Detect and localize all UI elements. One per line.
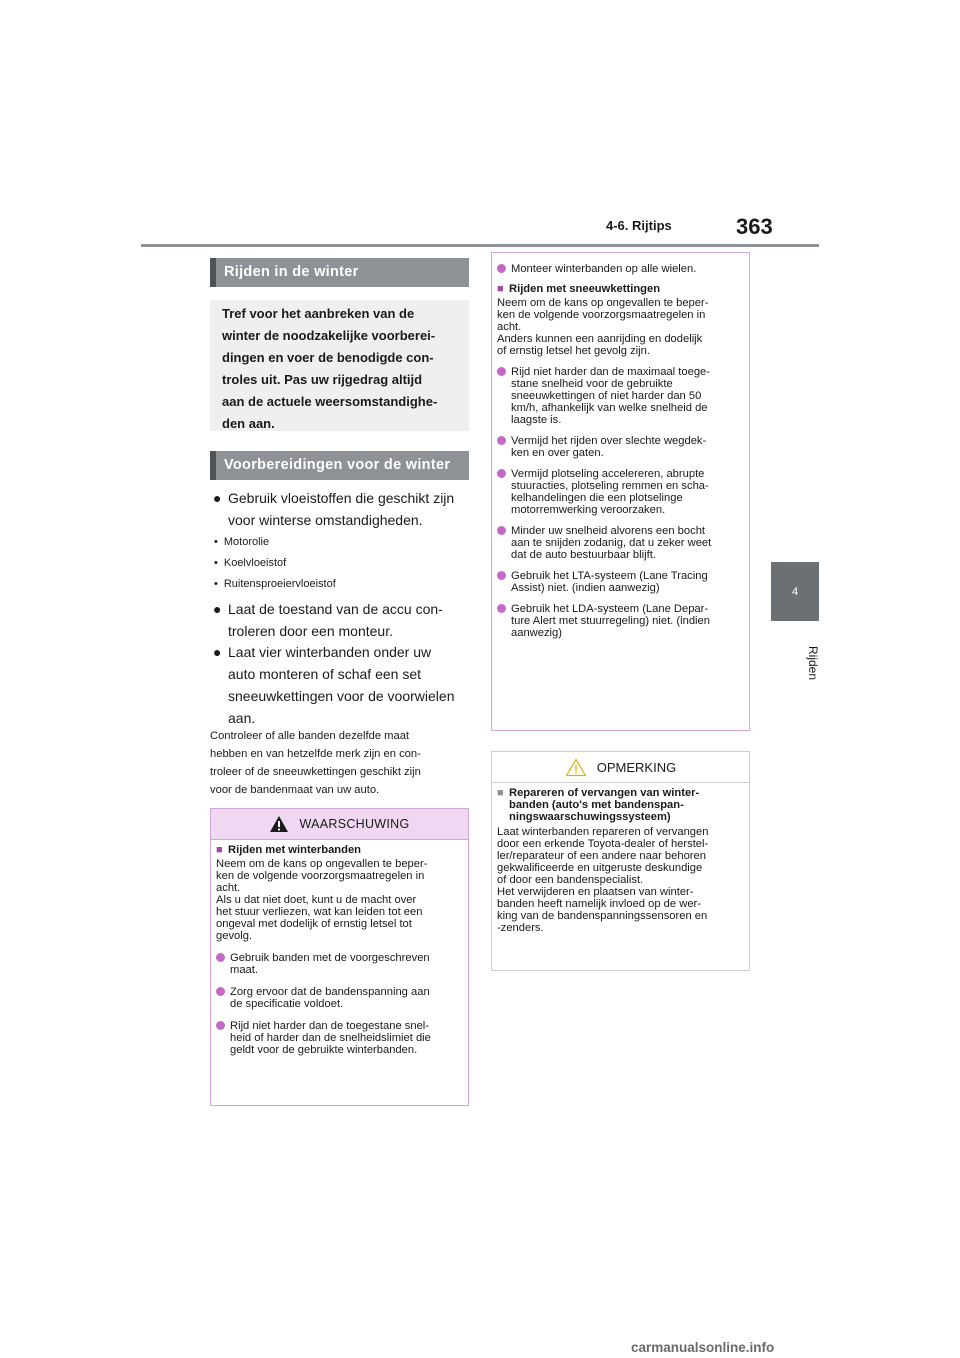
sub-item-coolant: • Koelvloeistof: [214, 557, 287, 569]
section-label: 4-6. Rijtips: [606, 218, 672, 233]
warning-continued-box: [491, 252, 750, 731]
bullet-line: auto monteren of schaf een set: [228, 666, 422, 682]
circle-bullet-icon: [497, 571, 506, 580]
continued-item: Monteer winterbanden op alle wielen.: [497, 263, 743, 275]
bullet-dot-icon: ●: [213, 601, 222, 617]
note-text: Laat winterbanden repareren of vervangen door een erkende Toyota-dealer of herstel- ler/reparateur of een andere naar behoren gekwalificeerde en uitgeruste deskundige of door een bandenspecialist. Het verwijderen en plaatsen van winter- banden heeft namelijk invloed op de wer- king van de bandenspanningssensoren en -zenders.: [497, 826, 709, 934]
circle-bullet-icon: [497, 469, 506, 478]
circle-bullet-icon: [497, 367, 506, 376]
circle-bullet-icon: [216, 987, 225, 996]
header-divider: [141, 244, 819, 247]
bullet-line: voor winterse omstandigheden.: [228, 512, 423, 528]
warning-item: Rijd niet harder dan de toegestane snel- heid of harder dan de snelheidslimiet die geldt voor de gebruikte winterbanden.: [216, 1020, 462, 1056]
circle-bullet-icon: [497, 264, 506, 273]
intro-line: troles uit. Pas uw rijgedrag altijd: [222, 372, 423, 387]
bullet-line: Laat de toestand van de accu con-: [228, 601, 443, 617]
note-title: OPMERKING: [596, 759, 677, 775]
intro-box: [210, 300, 469, 431]
bullet-line: aan.: [228, 710, 256, 726]
continued-item: Vermijd plotseling accelereren, abrupte stuuracties, plotseling remmen en scha- kelhandelingen die een plotselinge motorremwerking veroorzaken.: [497, 468, 743, 516]
continued-body: [497, 263, 743, 639]
square-bullet-icon: ■: [216, 844, 223, 856]
tire-check-paragraph: [210, 727, 472, 799]
chapter-number: 4: [791, 585, 799, 598]
continued-item: Rijd niet harder dan de maximaal toege- stane snelheid voor de gebruikte sneeuwkettingen of niet harder dan 50 km/h, afhankelijk van welke snelheid de laagste is.: [497, 366, 743, 426]
paragraph-line: Controleer of alle banden dezelfde maat: [210, 730, 410, 742]
sub-item-washer-fluid: • Ruitensproeiervloeistof: [214, 578, 336, 590]
circle-bullet-icon: [497, 604, 506, 613]
caution-triangle-icon: [565, 758, 587, 777]
bullet-dot-icon: ●: [213, 490, 222, 506]
paragraph-line: troleer of de sneeuwkettingen geschikt zijn: [210, 766, 421, 778]
bullet-battery: [212, 598, 470, 642]
page-number: 363: [736, 214, 773, 239]
intro-line: Tref voor het aanbreken van de: [222, 306, 415, 321]
bullet-line: Gebruik vloeistoffen die geschikt zijn: [228, 490, 455, 506]
warning-triangle-icon: [269, 815, 289, 833]
bullet-line: troleren door een monteur.: [228, 623, 393, 639]
bullet-dot-icon: ●: [213, 644, 222, 660]
warning-title: WAARSCHUWING: [299, 817, 410, 831]
paragraph-line: voor de bandenmaat van uw auto.: [210, 784, 380, 796]
bullet-line: Laat vier winterbanden onder uw: [228, 644, 432, 660]
note-heading: ■ Repareren of vervangen van winter- banden (auto's met bandenspan- ningswaarschuwingssysteem): [497, 787, 700, 823]
paragraph-line: hebben en van hetzelfde merk zijn en con-: [210, 748, 421, 760]
section-title-winter: Rijden in de winter: [210, 258, 469, 287]
warning-heading: ■ Rijden met winterbanden: [216, 844, 362, 856]
square-bullet-icon: ■: [497, 283, 504, 295]
intro-line: den aan.: [222, 416, 275, 431]
section-title-preparations: Voorbereidingen voor de winter: [210, 451, 469, 480]
warning-item: Gebruik banden met de voorgeschreven maat.: [216, 952, 462, 976]
note-box: [491, 751, 750, 971]
warning-body: [216, 844, 462, 1056]
footer-watermark: carmanualsonline.info: [631, 1340, 775, 1355]
chapter-label: Rijden: [806, 645, 820, 681]
circle-bullet-icon: [497, 526, 506, 535]
snow-chains-heading: ■ Rijden met sneeuwkettingen: [497, 283, 661, 295]
circle-bullet-icon: [216, 953, 225, 962]
sub-item-motor-oil: • Motorolie: [214, 536, 270, 548]
circle-bullet-icon: [497, 436, 506, 445]
chapter-tab[interactable]: [771, 562, 819, 621]
continued-item: Vermijd het rijden over slechte wegdek- ken en over gaten.: [497, 435, 743, 459]
bullet-winter-tires: [212, 641, 470, 729]
note-header: [492, 752, 749, 783]
intro-line: dingen en voer de benodigde con-: [222, 350, 434, 365]
warning-item: Zorg ervoor dat de bandenspanning aan de specificatie voldoet.: [216, 986, 462, 1010]
intro-line: aan de actuele weersomstandighe-: [222, 394, 438, 409]
note-body: [497, 787, 743, 934]
intro-line: winter de noodzakelijke voorberei-: [222, 328, 436, 343]
continued-item: Minder uw snelheid alvorens een bocht aan te snijden zodanig, dat u zeker weet dat de auto bestuurbaar blijft.: [497, 525, 743, 561]
bullet-line: sneeuwkettingen voor de voorwielen: [228, 688, 455, 704]
continued-item: Gebruik het LDA-systeem (Lane Depar- ture Alert met stuurregeling) niet. (indien aanwezig): [497, 603, 743, 639]
bullet-fluids: [212, 487, 470, 531]
warning-box: [210, 808, 469, 1106]
continued-item: Gebruik het LTA-systeem (Lane Tracing Assist) niet. (indien aanwezig): [497, 570, 743, 594]
warning-text: Neem om de kans op ongevallen te beper- ken de volgende voorzorgsmaatregelen in acht. Als u dat niet doet, kunt u de macht over het stuur verliezen, wat kan leiden tot een ongeval met dodelijk of ernstig letsel tot gevolg.: [216, 858, 428, 942]
square-bullet-icon: ■: [497, 787, 504, 799]
warning-header: [211, 809, 468, 840]
snow-chains-text: Neem om de kans op ongevallen te beper- ken de volgende voorzorgsmaatregelen in acht. Anders kunnen een aanrijding en dodelijk of ernstig letsel het gevolg zijn.: [497, 297, 709, 357]
circle-bullet-icon: [216, 1021, 225, 1030]
